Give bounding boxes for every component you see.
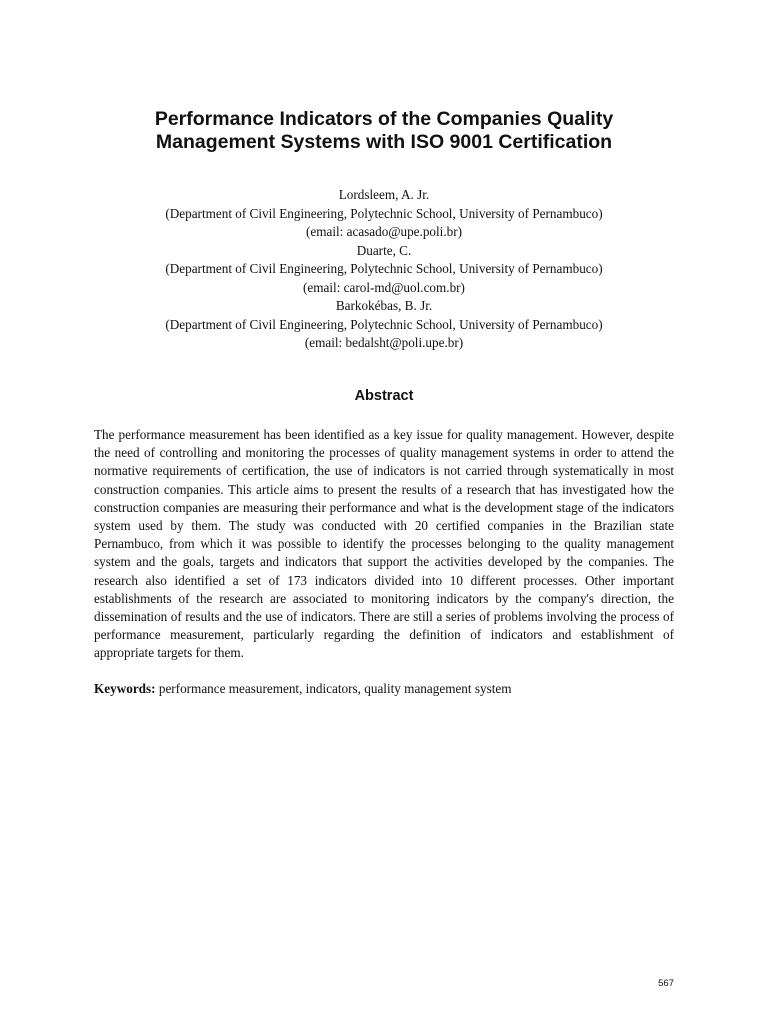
author-affiliation: (Department of Civil Engineering, Polytechnic School, University of Pernambuco) bbox=[165, 316, 603, 332]
author-name: Barkokébas, B. Jr. bbox=[335, 298, 433, 313]
author-list bbox=[60, 186, 708, 353]
author-name: Lordsleem, A. Jr. bbox=[338, 187, 430, 202]
keywords-label: Keywords: bbox=[94, 681, 156, 696]
author-affiliation: (Department of Civil Engineering, Polytechnic School, University of Pernambuco) bbox=[165, 205, 603, 221]
page-number: 567 bbox=[658, 978, 674, 989]
keywords-line bbox=[94, 680, 674, 698]
author-email: (email: carol-md@uol.com.br) bbox=[303, 279, 465, 295]
author-email: (email: bedalsht@poli.upe.br) bbox=[304, 335, 464, 350]
title-line: Performance Indicators of the Companies Quality bbox=[154, 108, 614, 130]
paper-title bbox=[60, 108, 708, 154]
author-name: Duarte, C. bbox=[356, 242, 412, 258]
author-affiliation: (Department of Civil Engineering, Polytechnic School, University of Pernambuco) bbox=[165, 261, 603, 276]
author-email: (email: acasado@upe.poli.br) bbox=[305, 224, 463, 239]
keywords-text: performance measurement, indicators, quality management system bbox=[158, 681, 512, 696]
title-line: Management Systems with ISO 9001 Certification bbox=[155, 131, 613, 153]
abstract-heading: Abstract bbox=[354, 388, 414, 404]
abstract-body: The performance measurement has been identified as a key issue for quality management. However, despite the need of controlling and monitoring the processes of quality management systems in order to attend the normative requirements of certification, the use of indicators is not carried through systematically in most construction companies. This article aims to present the results of a research that has investigated how the construction companies are measuring their performance and what is the development stage of the indicators system used by them. The study was conducted with 20 certified companies in the Brazilian state Pernambuco, from which it was possible to identify the processes belonging to the quality management system and the goals, targets and indicators that support the activities developed by the companies. The research also identified a set of 173 indicators divided into 10 different processes. Other important establishments of the research are associated to monitoring indicators by the company's direction, the dissemination of results and the use of indicators. There are still a series of problems involving the process of performance measurement, particularly regarding the definition of indicators and establishment of appropriate targets for them. bbox=[94, 427, 674, 661]
